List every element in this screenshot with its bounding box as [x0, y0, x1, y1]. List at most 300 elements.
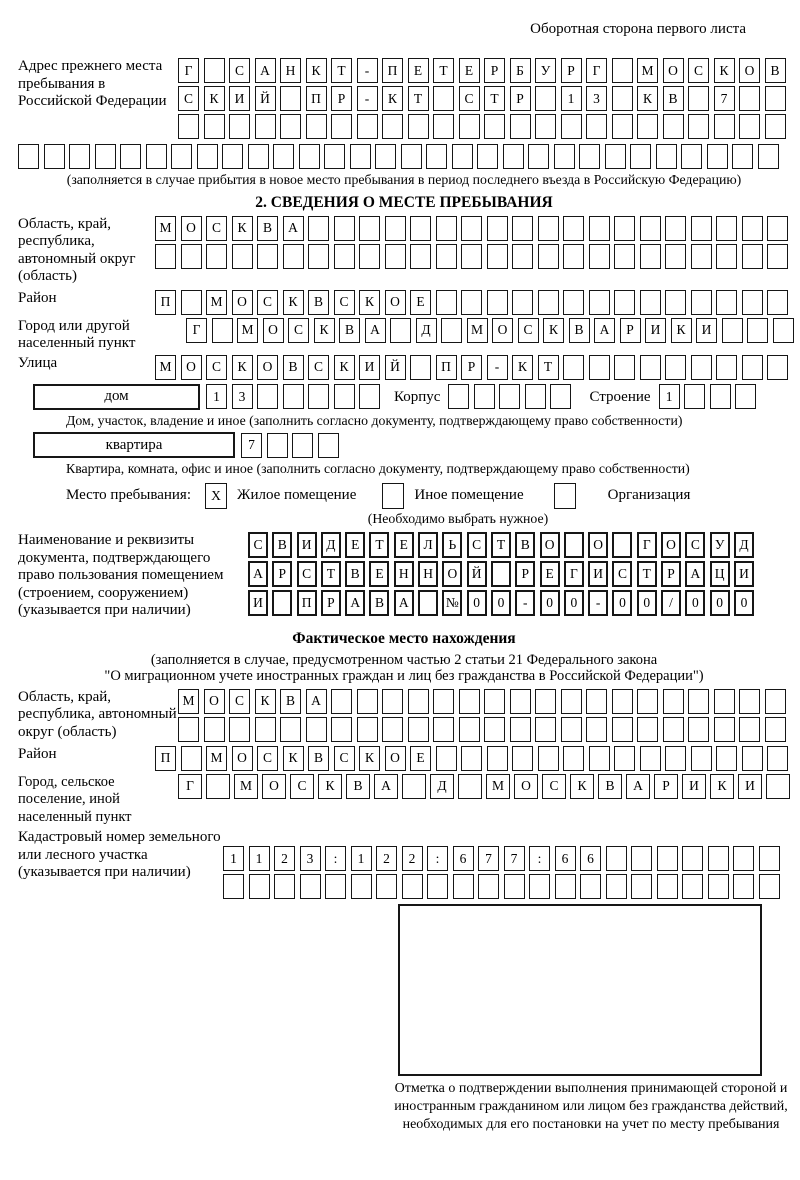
char-cell[interactable]: Р	[661, 561, 681, 587]
char-cell[interactable]	[589, 216, 610, 241]
char-cell[interactable]	[359, 384, 380, 409]
char-cell[interactable]: А	[248, 561, 268, 587]
char-cell[interactable]	[95, 144, 116, 169]
char-cell[interactable]	[257, 244, 278, 269]
char-cell[interactable]: Т	[331, 58, 352, 83]
char-cell[interactable]: К	[255, 689, 276, 714]
char-cell[interactable]: П	[155, 290, 176, 315]
char-cell[interactable]: К	[204, 86, 225, 111]
char-cell[interactable]	[765, 717, 786, 742]
char-cell[interactable]	[688, 689, 709, 714]
char-cell[interactable]: Р	[321, 590, 341, 616]
char-cell[interactable]	[691, 355, 712, 380]
char-cell[interactable]: Г	[186, 318, 207, 343]
char-cell[interactable]	[503, 144, 524, 169]
char-cell[interactable]	[612, 717, 633, 742]
char-cell[interactable]	[197, 144, 218, 169]
char-cell[interactable]: О	[232, 746, 253, 771]
char-cell[interactable]	[410, 355, 431, 380]
char-cell[interactable]	[484, 689, 505, 714]
char-cell[interactable]: Е	[540, 561, 560, 587]
char-cell[interactable]	[606, 846, 627, 871]
char-cell[interactable]: О	[540, 532, 560, 558]
char-cell[interactable]	[612, 86, 633, 111]
char-cell[interactable]	[453, 874, 474, 899]
char-cell[interactable]	[640, 746, 661, 771]
char-cell[interactable]: Р	[620, 318, 641, 343]
char-cell[interactable]	[708, 846, 729, 871]
char-cell[interactable]	[586, 689, 607, 714]
char-cell[interactable]	[722, 318, 743, 343]
char-cell[interactable]	[306, 114, 327, 139]
char-cell[interactable]: С	[257, 746, 278, 771]
char-cell[interactable]: О	[263, 318, 284, 343]
char-cell[interactable]	[688, 86, 709, 111]
char-cell[interactable]: С	[334, 746, 355, 771]
char-cell[interactable]	[510, 114, 531, 139]
char-cell[interactable]: И	[229, 86, 250, 111]
char-cell[interactable]	[461, 216, 482, 241]
char-cell[interactable]	[765, 689, 786, 714]
char-cell[interactable]	[69, 144, 90, 169]
char-cell[interactable]	[640, 244, 661, 269]
char-cell[interactable]: Н	[394, 561, 414, 587]
char-cell[interactable]	[248, 144, 269, 169]
char-cell[interactable]	[436, 244, 457, 269]
char-cell[interactable]: П	[297, 590, 317, 616]
char-cell[interactable]: Т	[369, 532, 389, 558]
char-cell[interactable]: А	[394, 590, 414, 616]
char-cell[interactable]: С	[612, 561, 632, 587]
char-cell[interactable]: Р	[331, 86, 352, 111]
char-cell[interactable]	[510, 717, 531, 742]
char-cell[interactable]: Р	[654, 774, 678, 799]
char-cell[interactable]: К	[714, 58, 735, 83]
char-cell[interactable]	[563, 746, 584, 771]
char-cell[interactable]	[535, 114, 556, 139]
char-cell[interactable]	[504, 874, 525, 899]
char-cell[interactable]: №	[442, 590, 462, 616]
char-cell[interactable]: С	[467, 532, 487, 558]
char-cell[interactable]	[390, 318, 411, 343]
char-cell[interactable]: Е	[410, 746, 431, 771]
char-cell[interactable]: М	[206, 290, 227, 315]
char-cell[interactable]: Е	[408, 58, 429, 83]
char-cell[interactable]	[589, 290, 610, 315]
char-cell[interactable]	[433, 717, 454, 742]
char-cell[interactable]	[255, 717, 276, 742]
char-cell[interactable]: Р	[461, 355, 482, 380]
char-cell[interactable]: С	[518, 318, 539, 343]
char-cell[interactable]: С	[459, 86, 480, 111]
char-cell[interactable]	[605, 144, 626, 169]
char-cell[interactable]	[223, 874, 244, 899]
char-cell[interactable]: В	[515, 532, 535, 558]
char-cell[interactable]: 1	[659, 384, 680, 409]
char-cell[interactable]	[44, 144, 65, 169]
char-cell[interactable]	[714, 114, 735, 139]
char-cell[interactable]	[714, 689, 735, 714]
char-cell[interactable]	[331, 689, 352, 714]
char-cell[interactable]: К	[671, 318, 692, 343]
char-cell[interactable]: С	[248, 532, 268, 558]
char-cell[interactable]	[402, 874, 423, 899]
char-cell[interactable]: В	[283, 355, 304, 380]
char-cell[interactable]: С	[297, 561, 317, 587]
char-cell[interactable]: И	[696, 318, 717, 343]
char-cell[interactable]: А	[365, 318, 386, 343]
char-cell[interactable]: В	[280, 689, 301, 714]
char-cell[interactable]	[306, 717, 327, 742]
char-cell[interactable]	[538, 244, 559, 269]
char-cell[interactable]	[300, 874, 321, 899]
char-cell[interactable]	[181, 746, 202, 771]
char-cell[interactable]: С	[206, 216, 227, 241]
char-cell[interactable]	[206, 244, 227, 269]
char-cell[interactable]: К	[512, 355, 533, 380]
char-cell[interactable]	[461, 746, 482, 771]
char-cell[interactable]: К	[283, 290, 304, 315]
char-cell[interactable]	[665, 216, 686, 241]
char-cell[interactable]: К	[283, 746, 304, 771]
char-cell[interactable]: О	[257, 355, 278, 380]
char-cell[interactable]	[441, 318, 462, 343]
char-cell[interactable]	[267, 433, 288, 458]
char-cell[interactable]: А	[306, 689, 327, 714]
char-cell[interactable]	[18, 144, 39, 169]
char-cell[interactable]: 6	[580, 846, 601, 871]
char-cell[interactable]	[146, 144, 167, 169]
char-cell[interactable]	[767, 244, 788, 269]
char-cell[interactable]: К	[382, 86, 403, 111]
char-cell[interactable]	[716, 290, 737, 315]
char-cell[interactable]: О	[492, 318, 513, 343]
char-cell[interactable]	[716, 746, 737, 771]
char-cell[interactable]	[657, 874, 678, 899]
char-cell[interactable]	[663, 717, 684, 742]
char-cell[interactable]: 0	[491, 590, 511, 616]
char-cell[interactable]: Р	[515, 561, 535, 587]
char-cell[interactable]: П	[382, 58, 403, 83]
char-cell[interactable]	[178, 114, 199, 139]
char-cell[interactable]: Г	[178, 774, 202, 799]
char-cell[interactable]	[535, 689, 556, 714]
char-cell[interactable]	[612, 58, 633, 83]
char-cell[interactable]	[767, 746, 788, 771]
char-cell[interactable]	[555, 874, 576, 899]
char-cell[interactable]	[759, 846, 780, 871]
char-cell[interactable]	[512, 244, 533, 269]
char-cell[interactable]: В	[569, 318, 590, 343]
char-cell[interactable]	[318, 433, 339, 458]
char-cell[interactable]: И	[738, 774, 762, 799]
char-cell[interactable]: 7	[504, 846, 525, 871]
char-cell[interactable]	[448, 384, 469, 409]
char-cell[interactable]	[418, 590, 438, 616]
char-cell[interactable]	[433, 114, 454, 139]
char-cell[interactable]	[376, 874, 397, 899]
char-cell[interactable]: А	[626, 774, 650, 799]
char-cell[interactable]: Г	[178, 58, 199, 83]
char-cell[interactable]	[614, 355, 635, 380]
char-cell[interactable]: О	[514, 774, 538, 799]
char-cell[interactable]: М	[155, 216, 176, 241]
char-cell[interactable]	[691, 290, 712, 315]
char-cell[interactable]: К	[637, 86, 658, 111]
char-cell[interactable]	[487, 216, 508, 241]
char-cell[interactable]	[716, 355, 737, 380]
char-cell[interactable]: О	[663, 58, 684, 83]
char-cell[interactable]: 3	[232, 384, 253, 409]
char-cell[interactable]: Г	[637, 532, 657, 558]
char-cell[interactable]	[691, 746, 712, 771]
char-cell[interactable]: С	[334, 290, 355, 315]
char-cell[interactable]: С	[288, 318, 309, 343]
char-cell[interactable]: О	[661, 532, 681, 558]
char-cell[interactable]: Д	[734, 532, 754, 558]
char-cell[interactable]: Г	[564, 561, 584, 587]
char-cell[interactable]	[742, 216, 763, 241]
char-cell[interactable]	[222, 144, 243, 169]
char-cell[interactable]: В	[308, 746, 329, 771]
char-cell[interactable]	[402, 774, 426, 799]
char-cell[interactable]	[614, 290, 635, 315]
char-cell[interactable]	[766, 774, 790, 799]
char-cell[interactable]	[665, 746, 686, 771]
char-cell[interactable]	[181, 244, 202, 269]
char-cell[interactable]	[589, 244, 610, 269]
char-cell[interactable]: К	[232, 216, 253, 241]
char-cell[interactable]: К	[359, 746, 380, 771]
char-cell[interactable]	[292, 433, 313, 458]
stay-organization-checkbox[interactable]	[554, 483, 576, 509]
char-cell[interactable]: /	[661, 590, 681, 616]
char-cell[interactable]	[580, 874, 601, 899]
char-cell[interactable]: Т	[321, 561, 341, 587]
stay-other-premises-checkbox[interactable]	[382, 483, 404, 509]
char-cell[interactable]: И	[248, 590, 268, 616]
char-cell[interactable]	[487, 290, 508, 315]
char-cell[interactable]	[742, 290, 763, 315]
char-cell[interactable]: Е	[369, 561, 389, 587]
char-cell[interactable]: :	[427, 846, 448, 871]
char-cell[interactable]: 6	[453, 846, 474, 871]
char-cell[interactable]	[538, 746, 559, 771]
char-cell[interactable]: П	[155, 746, 176, 771]
char-cell[interactable]	[487, 746, 508, 771]
char-cell[interactable]	[204, 717, 225, 742]
char-cell[interactable]	[229, 114, 250, 139]
char-cell[interactable]	[561, 114, 582, 139]
char-cell[interactable]: С	[685, 532, 705, 558]
char-cell[interactable]: С	[308, 355, 329, 380]
char-cell[interactable]: Т	[408, 86, 429, 111]
char-cell[interactable]	[334, 244, 355, 269]
char-cell[interactable]: С	[688, 58, 709, 83]
char-cell[interactable]: Т	[491, 532, 511, 558]
char-cell[interactable]	[512, 216, 533, 241]
char-cell[interactable]	[563, 290, 584, 315]
char-cell[interactable]	[359, 244, 380, 269]
char-cell[interactable]	[663, 689, 684, 714]
char-cell[interactable]	[308, 216, 329, 241]
char-cell[interactable]: Р	[272, 561, 292, 587]
char-cell[interactable]: -	[487, 355, 508, 380]
char-cell[interactable]	[640, 216, 661, 241]
char-cell[interactable]: Е	[410, 290, 431, 315]
char-cell[interactable]	[563, 355, 584, 380]
char-cell[interactable]	[716, 216, 737, 241]
char-cell[interactable]	[408, 689, 429, 714]
stay-residential-checkbox[interactable]: X	[205, 483, 227, 509]
char-cell[interactable]	[283, 244, 304, 269]
char-cell[interactable]	[331, 114, 352, 139]
char-cell[interactable]: Р	[510, 86, 531, 111]
char-cell[interactable]	[433, 689, 454, 714]
char-cell[interactable]	[589, 355, 610, 380]
char-cell[interactable]	[308, 384, 329, 409]
char-cell[interactable]: К	[359, 290, 380, 315]
char-cell[interactable]	[767, 216, 788, 241]
char-cell[interactable]	[510, 689, 531, 714]
char-cell[interactable]	[382, 689, 403, 714]
char-cell[interactable]: -	[515, 590, 535, 616]
char-cell[interactable]	[739, 689, 760, 714]
char-cell[interactable]: 0	[467, 590, 487, 616]
char-cell[interactable]	[206, 774, 230, 799]
char-cell[interactable]: Е	[345, 532, 365, 558]
char-cell[interactable]	[637, 114, 658, 139]
char-cell[interactable]	[433, 86, 454, 111]
char-cell[interactable]: Г	[586, 58, 607, 83]
char-cell[interactable]: В	[765, 58, 786, 83]
char-cell[interactable]	[459, 717, 480, 742]
char-cell[interactable]: В	[598, 774, 622, 799]
char-cell[interactable]	[487, 244, 508, 269]
char-cell[interactable]: О	[588, 532, 608, 558]
char-cell[interactable]	[665, 244, 686, 269]
char-cell[interactable]: Т	[484, 86, 505, 111]
char-cell[interactable]: -	[357, 58, 378, 83]
char-cell[interactable]	[586, 717, 607, 742]
char-cell[interactable]	[563, 244, 584, 269]
char-cell[interactable]	[178, 717, 199, 742]
char-cell[interactable]	[614, 746, 635, 771]
char-cell[interactable]	[742, 244, 763, 269]
char-cell[interactable]	[561, 689, 582, 714]
char-cell[interactable]	[614, 244, 635, 269]
char-cell[interactable]	[535, 86, 556, 111]
char-cell[interactable]	[758, 144, 779, 169]
char-cell[interactable]	[564, 532, 584, 558]
char-cell[interactable]: С	[178, 86, 199, 111]
char-cell[interactable]	[640, 355, 661, 380]
char-cell[interactable]	[735, 384, 756, 409]
char-cell[interactable]	[232, 244, 253, 269]
char-cell[interactable]	[631, 874, 652, 899]
char-cell[interactable]	[681, 144, 702, 169]
char-cell[interactable]	[408, 114, 429, 139]
char-cell[interactable]	[579, 144, 600, 169]
char-cell[interactable]: 1	[561, 86, 582, 111]
char-cell[interactable]: В	[339, 318, 360, 343]
char-cell[interactable]: 0	[612, 590, 632, 616]
char-cell[interactable]	[747, 318, 768, 343]
char-cell[interactable]	[739, 717, 760, 742]
char-cell[interactable]: Д	[430, 774, 454, 799]
char-cell[interactable]: М	[237, 318, 258, 343]
char-cell[interactable]	[334, 384, 355, 409]
char-cell[interactable]	[733, 874, 754, 899]
char-cell[interactable]	[308, 244, 329, 269]
char-cell[interactable]: И	[645, 318, 666, 343]
char-cell[interactable]	[612, 114, 633, 139]
char-cell[interactable]: 1	[206, 384, 227, 409]
char-cell[interactable]: А	[255, 58, 276, 83]
char-cell[interactable]: В	[345, 561, 365, 587]
char-cell[interactable]: Й	[467, 561, 487, 587]
char-cell[interactable]	[204, 58, 225, 83]
char-cell[interactable]	[708, 874, 729, 899]
char-cell[interactable]: 7	[478, 846, 499, 871]
char-cell[interactable]	[299, 144, 320, 169]
char-cell[interactable]: В	[272, 532, 292, 558]
char-cell[interactable]: Н	[280, 58, 301, 83]
char-cell[interactable]	[707, 144, 728, 169]
char-cell[interactable]	[357, 689, 378, 714]
char-cell[interactable]	[550, 384, 571, 409]
char-cell[interactable]	[742, 746, 763, 771]
char-cell[interactable]: И	[359, 355, 380, 380]
char-cell[interactable]: 0	[637, 590, 657, 616]
char-cell[interactable]: Т	[538, 355, 559, 380]
char-cell[interactable]	[640, 290, 661, 315]
char-cell[interactable]	[357, 717, 378, 742]
char-cell[interactable]	[350, 144, 371, 169]
char-cell[interactable]	[273, 144, 294, 169]
char-cell[interactable]: 6	[555, 846, 576, 871]
char-cell[interactable]: Т	[637, 561, 657, 587]
char-cell[interactable]	[739, 86, 760, 111]
char-cell[interactable]: 7	[241, 433, 262, 458]
char-cell[interactable]: Е	[459, 58, 480, 83]
char-cell[interactable]	[586, 114, 607, 139]
char-cell[interactable]	[733, 846, 754, 871]
char-cell[interactable]: К	[232, 355, 253, 380]
char-cell[interactable]	[484, 114, 505, 139]
char-cell[interactable]	[491, 561, 511, 587]
char-cell[interactable]: 2	[274, 846, 295, 871]
char-cell[interactable]	[538, 290, 559, 315]
char-cell[interactable]	[375, 144, 396, 169]
char-cell[interactable]: О	[232, 290, 253, 315]
char-cell[interactable]	[665, 355, 686, 380]
char-cell[interactable]	[331, 717, 352, 742]
char-cell[interactable]	[461, 244, 482, 269]
char-cell[interactable]: О	[739, 58, 760, 83]
char-cell[interactable]	[612, 532, 632, 558]
char-cell[interactable]	[171, 144, 192, 169]
char-cell[interactable]: О	[385, 290, 406, 315]
char-cell[interactable]: К	[334, 355, 355, 380]
char-cell[interactable]	[120, 144, 141, 169]
char-cell[interactable]	[525, 384, 546, 409]
char-cell[interactable]	[561, 717, 582, 742]
char-cell[interactable]	[382, 114, 403, 139]
char-cell[interactable]: Р	[484, 58, 505, 83]
char-cell[interactable]	[637, 689, 658, 714]
char-cell[interactable]	[461, 290, 482, 315]
